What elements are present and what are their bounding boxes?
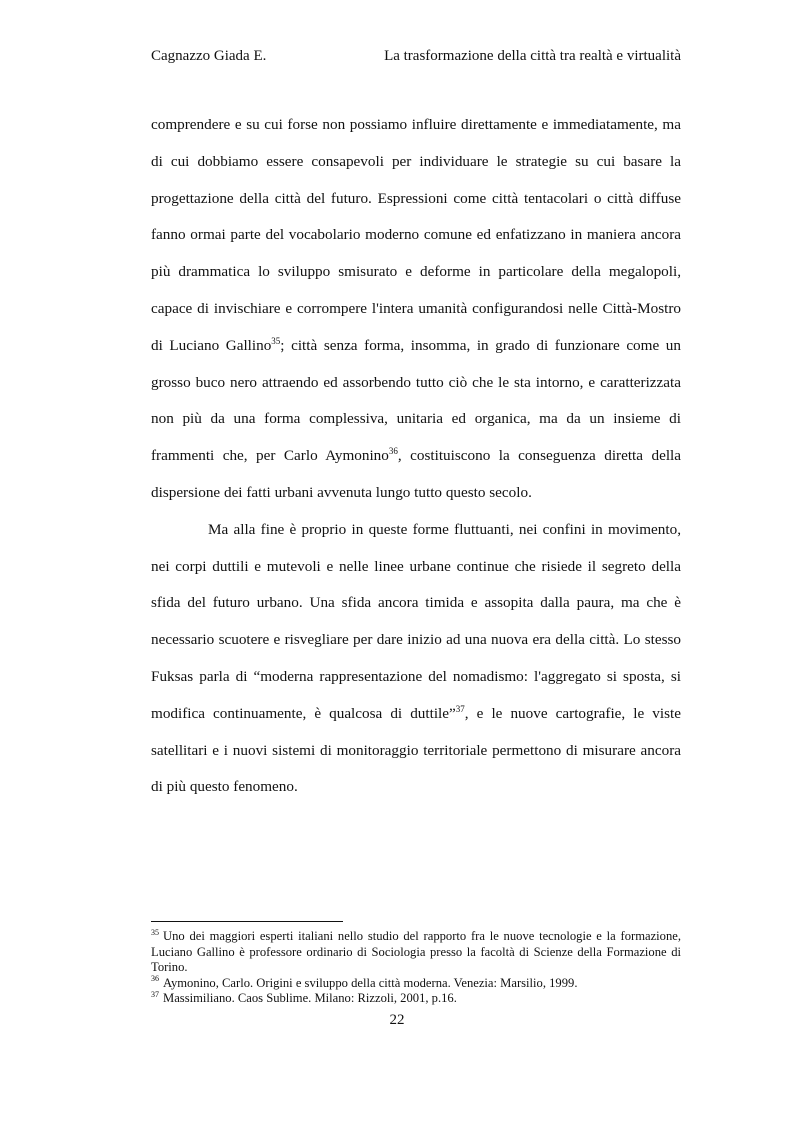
body-text [151,107,681,806]
footnote-number: 35 [151,927,159,937]
footnote-number: 37 [151,989,159,999]
page-number: 22 [389,1012,405,1028]
footnote-ref-36: 36 [388,446,398,457]
footnote-text: Massimiliano. Caos Sublime. Milano: Rizzoli, 2001, p.16. [163,991,457,1005]
footnotes [151,929,681,1007]
footnote [151,929,681,976]
paragraph-1 [151,107,681,512]
footnote-number: 36 [151,974,159,984]
footnote-ref-37: 37 [455,703,465,714]
paragraph-2 [151,512,681,806]
footnote [151,976,681,992]
footnote-ref-35: 35 [271,335,281,346]
header-author: Cagnazzo Giada E. [151,48,267,64]
footnote-separator [151,921,343,922]
header-title: La trasformazione della città tra realtà e virtualità [384,48,681,64]
footnote [151,991,681,1007]
paragraph-2-part-a: Ma alla fine è proprio in queste forme fluttuanti, nei confini in movimento, nei corpi duttili e mutevoli e nelle linee urbane continue che risiede il segreto della sfida del futuro urbano. Una sfida ancora timida e assopita dalla paura, ma che è necessario scuotere e risvegliare per dare inizio ad una nuova era della città. Lo stesso Fuksas parla di “moderna rappresentazione del nomadismo: l'aggregato si sposta, si modifica continuamente, è qualcosa di duttile” [151,520,681,722]
footnote-text: Uno dei maggiori esperti italiani nello studio del rapporto fra le nuove tecnologie e la formazione, Luciano Gallino è professore ordinario di Sociologia presso la facoltà di Scienze della Formazione di Torino. [151,929,681,974]
paragraph-2-part-b: , e le nuove cartografie, le viste satellitari e i nuovi sistemi di monitoraggio territoriale permettono di misurare ancora di più questo fenomeno. [151,704,681,796]
footnote-text: Aymonino, Carlo. Origini e sviluppo della città moderna. Venezia: Marsilio, 1999. [163,975,578,990]
paragraph-1-part-c: , costituiscono la conseguenza diretta della dispersione dei fatti urbani avvenuta lungo tutto questo secolo. [151,447,681,501]
paragraph-1-part-b: ; città senza forma, insomma, in grado di funzionare come un grosso buco nero attraendo ed assorbendo tutto ciò che le sta intorno, e caratterizzata non più da una forma complessiva, unitaria ed organica, ma da un insieme di frammenti che, per Carlo Aymonino [151,336,681,465]
paragraph-1-part-a: comprendere e su cui forse non possiamo influire direttamente e immediatamente, ma di cui dobbiamo essere consapevoli per individuare le strategie su cui basare la progettazione della città del futuro. Espressioni come città tentacolari o città diffuse fanno ormai parte del vocabolario moderno comune ed enfatizzano in maniera ancora più drammatica lo sviluppo smisurato e deforme in particolare della megalopoli, capace di invischiare e corrompere l'intera umanità configurandosi nelle Città-Mostro di Luciano Gallino [151,116,681,354]
